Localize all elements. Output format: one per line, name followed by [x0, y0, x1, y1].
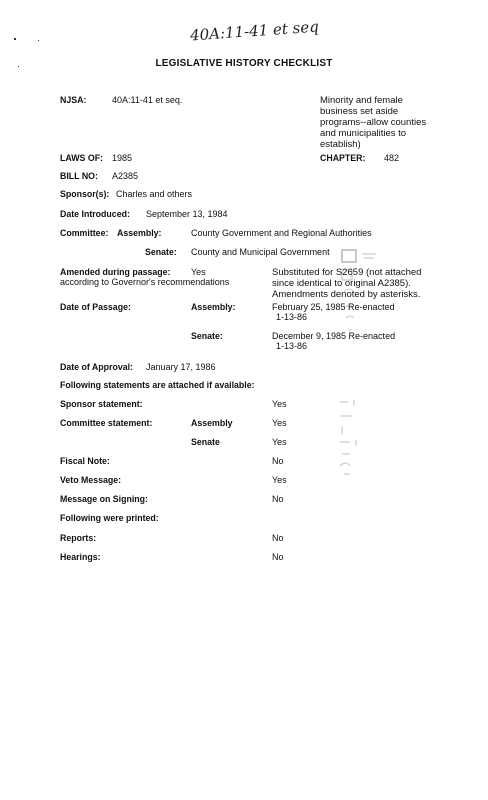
- passage-senate-reenacted: 1-13-86: [276, 341, 308, 351]
- description-line: and municipalities to: [320, 128, 407, 139]
- bill-no-value: A2385: [112, 171, 139, 181]
- veto-message-value: Yes: [272, 475, 287, 485]
- sponsor-statement-label: Sponsor statement:: [60, 399, 143, 409]
- description-line: Minority and female: [320, 95, 403, 106]
- handwritten-reference: 40A:11-41 et seq: [189, 17, 320, 45]
- passage-senate-label: Senate:: [191, 331, 223, 341]
- date-of-approval-label: Date of Approval:: [60, 362, 133, 372]
- committee-assembly-value: County Government and Regional Authorities: [191, 228, 372, 238]
- hearings-value: No: [272, 552, 284, 562]
- reports-value: No: [272, 533, 284, 543]
- page-title: LEGISLATIVE HISTORY CHECKLIST: [155, 58, 333, 69]
- committee-statement-senate-value: Yes: [272, 437, 287, 447]
- veto-message-label: Veto Message:: [60, 475, 122, 485]
- scan-speck: [38, 40, 39, 41]
- passage-assembly-label: Assembly:: [191, 302, 236, 312]
- date-introduced-label: Date Introduced:: [60, 209, 130, 219]
- fiscal-note-label: Fiscal Note:: [60, 456, 110, 466]
- chapter-label: CHAPTER:: [320, 153, 366, 163]
- committee-statement-assembly-label: Assembly: [191, 418, 233, 428]
- chapter-value: 482: [384, 153, 400, 163]
- substitution-line: Amendments denoted by asterisks.: [272, 289, 421, 300]
- date-of-passage-label: Date of Passage:: [60, 302, 131, 312]
- committee-statement-senate-label: Senate: [191, 437, 220, 447]
- committee-assembly-label: Assembly:: [117, 228, 162, 238]
- passage-assembly-value: February 25, 1985 Re-enacted: [272, 302, 395, 312]
- njsa-value: 40A:11-41 et seq.: [112, 95, 183, 105]
- sponsors-label: Sponsor(s):: [60, 189, 110, 199]
- hearings-label: Hearings:: [60, 552, 101, 562]
- passage-senate-value: December 9, 1985 Re-enacted: [272, 331, 396, 341]
- message-on-signing-value: No: [272, 494, 284, 504]
- passage-assembly-reenacted: 1-13-86: [276, 312, 308, 322]
- sponsor-statement-value: Yes: [272, 399, 287, 409]
- description-line: establish): [320, 139, 361, 150]
- njsa-label: NJSA:: [60, 95, 87, 105]
- faded-stamp-mark: [340, 248, 388, 338]
- date-of-approval-value: January 17, 1986: [146, 362, 216, 372]
- committee-senate-value: County and Municipal Government: [191, 247, 330, 257]
- committee-statement-label: Committee statement:: [60, 418, 153, 428]
- printed-heading: Following were printed:: [60, 513, 159, 523]
- fiscal-note-value: No: [272, 456, 284, 466]
- substitution-line: since identical to original A2385).: [272, 278, 411, 289]
- amended-note: according to Governor's recommendations: [60, 277, 230, 287]
- committee-senate-label: Senate:: [145, 247, 177, 257]
- njsa-description: [320, 95, 426, 150]
- faded-margin-marks: [336, 396, 376, 480]
- amended-label: Amended during passage:: [60, 267, 171, 277]
- attached-heading: Following statements are attached if available:: [60, 380, 255, 390]
- substitution-line: Substituted for S2659 (not attached: [272, 267, 422, 278]
- committee-statement-assembly-value: Yes: [272, 418, 287, 428]
- bill-no-label: BILL NO:: [60, 171, 98, 181]
- sponsors-value: Charles and others: [116, 189, 193, 199]
- date-introduced-value: September 13, 1984: [146, 209, 228, 219]
- description-line: programs--allow counties: [320, 117, 427, 128]
- message-on-signing-label: Message on Signing:: [60, 494, 148, 504]
- committee-label: Committee:: [60, 228, 109, 238]
- scan-speck: [14, 38, 16, 40]
- laws-of-value: 1985: [112, 153, 133, 163]
- laws-of-label: LAWS OF:: [60, 153, 104, 163]
- description-line: business set aside: [320, 106, 399, 117]
- reports-label: Reports:: [60, 533, 97, 543]
- amended-value: Yes: [191, 267, 206, 277]
